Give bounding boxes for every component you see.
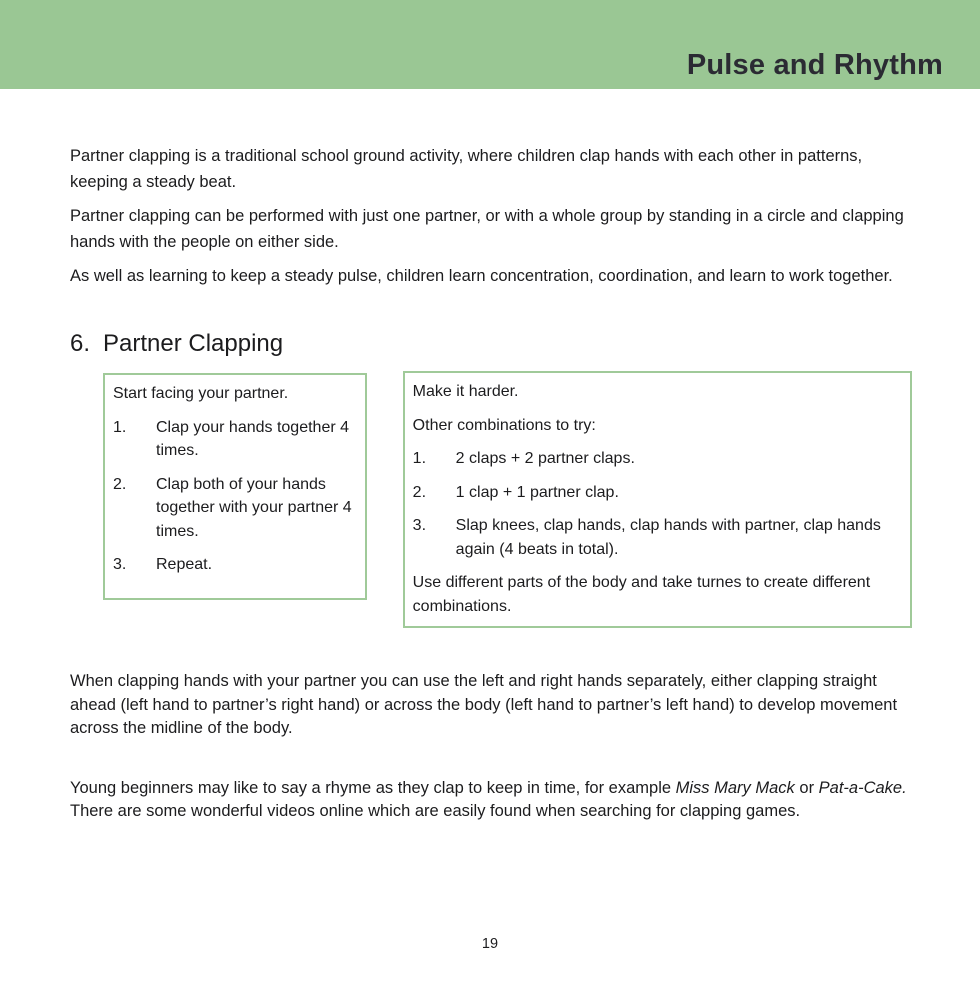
list-item-number: 2. (113, 475, 127, 493)
list-item-number: 3. (412, 517, 427, 534)
list-item (413, 481, 902, 505)
basic-instructions-box (103, 373, 367, 600)
list-item-text: Clap both of your hands together with your partner 4 times. (156, 475, 352, 540)
list-item-number: 1. (412, 450, 427, 467)
section-number: 6. (70, 330, 91, 357)
list-item (413, 514, 902, 561)
box-outro: Use different parts of the body and take turnes to create different combinations. (412, 574, 875, 615)
section-label: Partner Clapping (103, 330, 284, 357)
box-subtitle: Other combinations to try: (412, 416, 596, 434)
instruction-boxes-row (103, 373, 912, 628)
list-item (413, 447, 902, 471)
list-item-text: Slap knees, clap hands, clap hands with partner, clap hands again (4 beats in total). (455, 517, 881, 558)
section-heading (70, 329, 912, 359)
text-segment: There are some wonderful videos online which are easily found when searching for clapping games. (70, 778, 916, 820)
intro-paragraph: As well as learning to keep a steady pulse, children learn concentration, coordination, and learn to work together. (70, 267, 893, 285)
page-footer (0, 936, 980, 952)
list-item-number: 2. (412, 483, 427, 501)
closing-paragraph: When clapping hands with your partner you can use the left and right hands separately, either clapping straight ahead (left hand to partner’s right hand) or across the body (left hand to partner’s left hand) to develop movement across the midline of the body. (70, 672, 902, 737)
list-item (113, 553, 357, 577)
page-title: Pulse and Rhythm (686, 49, 943, 81)
intro-paragraph: Partner clapping is a traditional school ground activity, where children clap hands with each other in patterns, keeping a steady beat. (70, 147, 867, 191)
list-item-number: 3. (113, 556, 127, 573)
closing-paragraph-with-italics (70, 777, 916, 824)
list-item-text: Clap your hands together 4 times. (156, 418, 350, 459)
rhyme-title: Pat-a-Cake. (818, 778, 907, 797)
text-segment: or (794, 778, 819, 797)
closing-section (70, 670, 916, 824)
intro-paragraph: Partner clapping can be performed with just one partner, or with a whole group by standing in a circle and clapping hands with the people on either side. (70, 207, 909, 251)
page-number: 19 (481, 936, 499, 952)
harder-variations-box (403, 371, 912, 628)
page-header-band (0, 0, 980, 89)
list-item-text: Repeat. (156, 556, 213, 573)
list-item (113, 473, 357, 544)
box-intro: Start facing your partner. (113, 385, 289, 402)
rhyme-title: Miss Mary Mack (675, 778, 795, 797)
page-content (0, 89, 980, 824)
list-item-number: 1. (113, 418, 127, 436)
list-item (113, 416, 357, 463)
list-item-text: 2 claps + 2 partner claps. (455, 450, 635, 467)
box-intro: Make it harder. (412, 383, 519, 400)
list-item-text: 1 clap + 1 partner clap. (455, 483, 619, 501)
text-segment: Young beginners may like to say a rhyme as they clap to keep in time, for example (70, 778, 676, 797)
